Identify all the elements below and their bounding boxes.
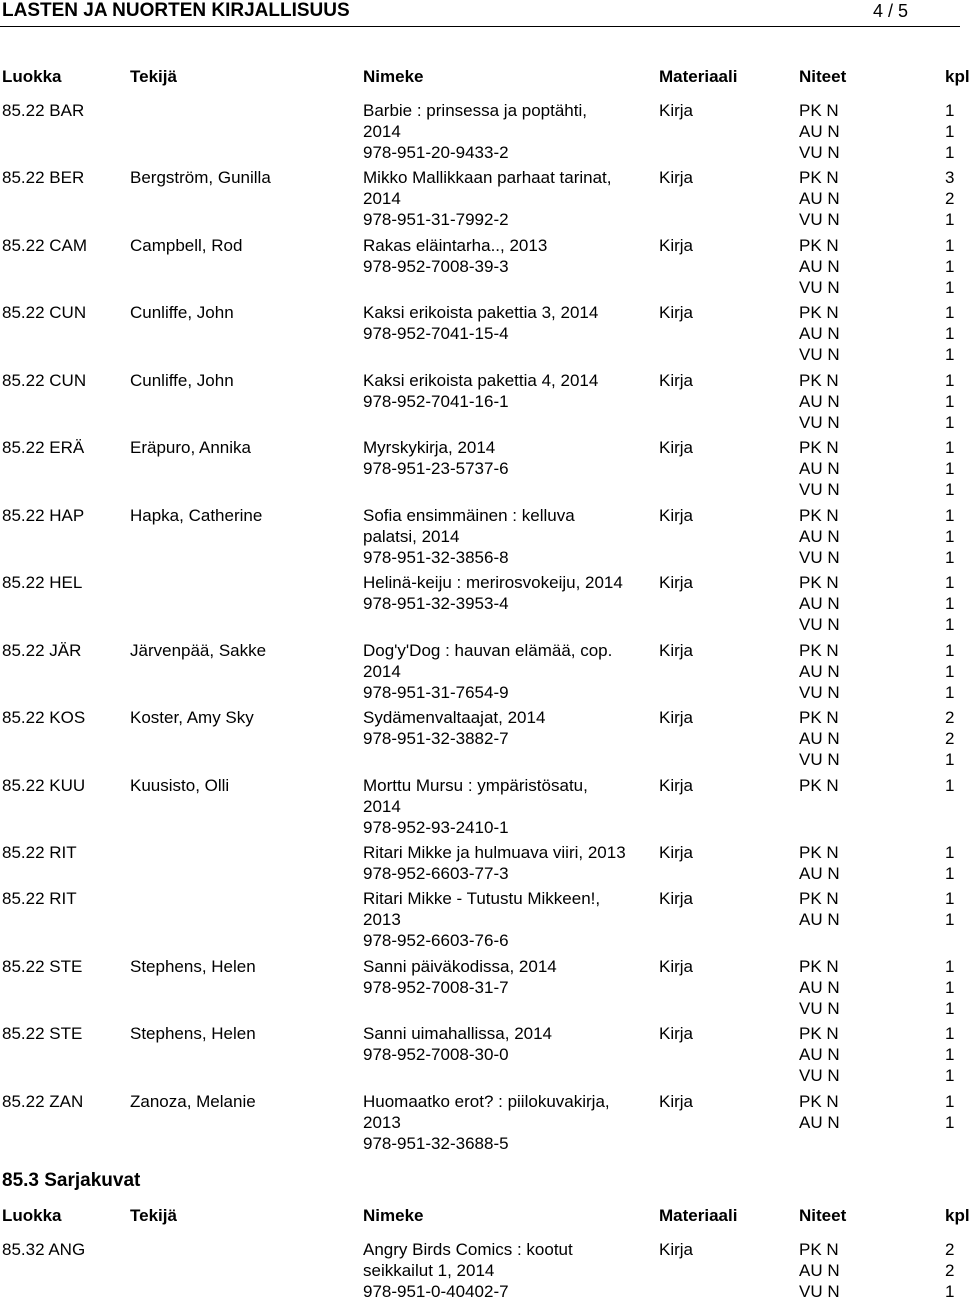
title-text: 978-951-31-7992-2	[363, 210, 509, 229]
catalog-record	[0, 1239, 960, 1302]
copy-count: 1	[945, 1066, 955, 1085]
copy-count: 1	[945, 910, 955, 929]
class-code: 85.22 CAM	[2, 236, 88, 255]
record-line	[0, 526, 960, 547]
copy-count: 1	[945, 999, 955, 1018]
column-header-kpl: kpl	[945, 67, 970, 86]
copy-count: 1	[945, 864, 955, 883]
title-text: Sofia ensimmäinen : kelluva	[363, 506, 575, 525]
copy-count: 1	[945, 324, 955, 343]
title-text: 978-952-6603-76-6	[363, 931, 509, 950]
copy-location: VU N	[799, 278, 840, 297]
copy-location: VU N	[799, 750, 840, 769]
title-text: 978-951-32-3688-5	[363, 1134, 509, 1153]
title-text: Kaksi erikoista pakettia 3, 2014	[363, 303, 599, 322]
record-line	[0, 100, 960, 121]
column-header-luokka: Luokka	[2, 67, 62, 86]
title-text: 978-951-32-3856-8	[363, 548, 509, 567]
title-text: 2014	[363, 662, 401, 681]
record-line	[0, 121, 960, 142]
material-type: Kirja	[659, 168, 694, 187]
copy-location: PK N	[799, 776, 839, 795]
copy-location: PK N	[799, 957, 839, 976]
copy-count: 1	[945, 750, 955, 769]
copy-location: VU N	[799, 683, 840, 702]
author: Campbell, Rod	[130, 236, 243, 255]
author: Cunliffe, John	[130, 371, 234, 390]
copy-count: 1	[945, 548, 955, 567]
record-line	[0, 817, 960, 838]
copy-count: 1	[945, 889, 955, 908]
record-line	[0, 842, 960, 863]
title-text: 978-951-31-7654-9	[363, 683, 509, 702]
document-title: LASTEN JA NUORTEN KIRJALLISUUS	[2, 0, 350, 21]
copy-count: 1	[945, 413, 955, 432]
title-text: Ritari Mikke - Tutustu Mikkeen!,	[363, 889, 601, 908]
copy-location: PK N	[799, 573, 839, 592]
record-line	[0, 1065, 960, 1086]
title-text: 978-951-23-5737-6	[363, 459, 509, 478]
title-text: 2013	[363, 910, 401, 929]
copy-location: PK N	[799, 438, 839, 457]
title-text: 978-952-7008-39-3	[363, 257, 509, 276]
copy-count: 1	[945, 1113, 955, 1132]
title-text: Sanni uimahallissa, 2014	[363, 1024, 553, 1043]
material-type: Kirja	[659, 1240, 694, 1259]
copy-location: VU N	[799, 143, 840, 162]
column-headers	[0, 66, 970, 88]
copy-location: PK N	[799, 168, 839, 187]
record-line	[0, 323, 960, 344]
record-line	[0, 775, 960, 796]
record-line	[0, 1133, 960, 1154]
record-line	[0, 998, 960, 1019]
title-text: palatsi, 2014	[363, 527, 460, 546]
title-text: Sydämenvaltaajat, 2014	[363, 708, 546, 727]
class-code: 85.22 ZAN	[2, 1092, 84, 1111]
material-type: Kirja	[659, 303, 694, 322]
catalog-record	[0, 370, 960, 433]
record-line	[0, 1091, 960, 1112]
copy-location: AU N	[799, 662, 840, 681]
author: Stephens, Helen	[130, 957, 256, 976]
copy-count: 1	[945, 303, 955, 322]
title-text: Morttu Mursu : ympäristösatu,	[363, 776, 588, 795]
record-line	[0, 235, 960, 256]
catalog-record	[0, 888, 960, 951]
copy-count: 1	[945, 459, 955, 478]
class-code: 85.22 ERÄ	[2, 438, 85, 457]
copy-location: VU N	[799, 1282, 840, 1301]
copy-location: AU N	[799, 189, 840, 208]
copy-count: 1	[945, 615, 955, 634]
copy-count: 2	[945, 1261, 955, 1280]
title-text: Angry Birds Comics : kootut	[363, 1240, 573, 1259]
author: Koster, Amy Sky	[130, 708, 254, 727]
copy-count: 1	[945, 1024, 955, 1043]
author: Stephens, Helen	[130, 1024, 256, 1043]
material-type: Kirja	[659, 371, 694, 390]
column-header-nimeke: Nimeke	[363, 67, 424, 86]
column-header-tekija: Tekijä	[130, 1206, 177, 1225]
material-type: Kirja	[659, 843, 694, 862]
catalog-record	[0, 100, 960, 163]
copy-location: PK N	[799, 708, 839, 727]
copy-location: PK N	[799, 101, 839, 120]
copy-location: VU N	[799, 480, 840, 499]
class-code: 85.22 KUU	[2, 776, 86, 795]
material-type: Kirja	[659, 506, 694, 525]
title-text: Mikko Mallikkaan parhaat tarinat,	[363, 168, 612, 187]
title-text: 978-952-7041-15-4	[363, 324, 509, 343]
copy-count: 2	[945, 1240, 955, 1259]
record-line	[0, 167, 960, 188]
record-line	[0, 458, 960, 479]
record-line	[0, 956, 960, 977]
class-code: 85.22 RIT	[2, 843, 77, 862]
copy-count: 1	[945, 506, 955, 525]
record-line	[0, 1281, 960, 1302]
copy-count: 1	[945, 594, 955, 613]
record-line	[0, 1239, 960, 1260]
record-line	[0, 1260, 960, 1281]
catalog-record	[0, 437, 960, 500]
column-header-luokka: Luokka	[2, 1206, 62, 1225]
class-code: 85.22 CUN	[2, 303, 87, 322]
copy-location: PK N	[799, 303, 839, 322]
column-header-materiaali: Materiaali	[659, 1206, 738, 1225]
catalog-record	[0, 707, 960, 770]
title-text: Myrskykirja, 2014	[363, 438, 496, 457]
copy-location: VU N	[799, 615, 840, 634]
class-code: 85.32 ANG	[2, 1240, 86, 1259]
copy-location: VU N	[799, 413, 840, 432]
column-header-tekija: Tekijä	[130, 67, 177, 86]
title-text: 978-952-6603-77-3	[363, 864, 509, 883]
column-header-niteet: Niteet	[799, 1206, 847, 1225]
copy-count: 1	[945, 1045, 955, 1064]
copy-count: 1	[945, 371, 955, 390]
material-type: Kirja	[659, 708, 694, 727]
record-line	[0, 930, 960, 951]
class-code: 85.22 KOS	[2, 708, 86, 727]
title-text: 2014	[363, 189, 401, 208]
title-text: Ritari Mikke ja hulmuava viiri, 2013	[363, 843, 626, 862]
material-type: Kirja	[659, 101, 694, 120]
copy-count: 1	[945, 843, 955, 862]
material-type: Kirja	[659, 438, 694, 457]
material-type: Kirja	[659, 641, 694, 660]
copy-location: PK N	[799, 843, 839, 862]
record-line	[0, 547, 960, 568]
catalog-record	[0, 1091, 960, 1154]
copy-location: AU N	[799, 864, 840, 883]
copy-location: VU N	[799, 999, 840, 1018]
title-text: 2013	[363, 1113, 401, 1132]
title-text: 2014	[363, 122, 401, 141]
title-text: 978-951-32-3882-7	[363, 729, 509, 748]
copy-count: 3	[945, 168, 955, 187]
column-header-niteet: Niteet	[799, 67, 847, 86]
record-line	[0, 209, 960, 230]
record-line	[0, 277, 960, 298]
title-text: Huomaatko erot? : piilokuvakirja,	[363, 1092, 610, 1111]
copy-location: AU N	[799, 1113, 840, 1132]
copy-location: PK N	[799, 506, 839, 525]
copy-count: 1	[945, 1092, 955, 1111]
record-line	[0, 661, 960, 682]
catalog-record	[0, 775, 960, 838]
record-line	[0, 505, 960, 526]
record-line	[0, 188, 960, 209]
record-line	[0, 749, 960, 770]
author: Kuusisto, Olli	[130, 776, 230, 795]
copy-count: 1	[945, 257, 955, 276]
material-type: Kirja	[659, 236, 694, 255]
title-text: 978-951-32-3953-4	[363, 594, 509, 613]
catalog-record	[0, 167, 960, 230]
copy-count: 1	[945, 641, 955, 660]
title-text: 978-952-7041-16-1	[363, 392, 509, 411]
record-line	[0, 479, 960, 500]
copy-count: 2	[945, 729, 955, 748]
page-number: 4 / 5	[873, 1, 909, 21]
record-line	[0, 888, 960, 909]
title-text: seikkailut 1, 2014	[363, 1261, 495, 1280]
record-line	[0, 1112, 960, 1133]
copy-location: VU N	[799, 548, 840, 567]
copy-location: AU N	[799, 729, 840, 748]
copy-count: 1	[945, 978, 955, 997]
column-headers	[0, 1205, 970, 1227]
class-code: 85.22 RIT	[2, 889, 77, 908]
title-text: 978-952-7008-31-7	[363, 978, 509, 997]
record-line	[0, 614, 960, 635]
copy-count: 1	[945, 683, 955, 702]
material-type: Kirja	[659, 889, 694, 908]
copy-count: 2	[945, 708, 955, 727]
page-header	[0, 0, 960, 24]
title-text: 978-951-20-9433-2	[363, 143, 509, 162]
copy-location: AU N	[799, 978, 840, 997]
copy-location: AU N	[799, 122, 840, 141]
column-header-nimeke: Nimeke	[363, 1206, 424, 1225]
class-code: 85.22 JÄR	[2, 641, 82, 660]
copy-location: AU N	[799, 910, 840, 929]
title-text: 978-952-93-2410-1	[363, 818, 509, 837]
copy-count: 2	[945, 189, 955, 208]
copy-count: 1	[945, 957, 955, 976]
copy-count: 1	[945, 143, 955, 162]
title-text: 978-952-7008-30-0	[363, 1045, 509, 1064]
copy-location: AU N	[799, 527, 840, 546]
author: Järvenpää, Sakke	[130, 641, 267, 660]
catalog-record	[0, 572, 960, 635]
header-rule	[0, 26, 960, 27]
copy-location: AU N	[799, 257, 840, 276]
copy-count: 1	[945, 101, 955, 120]
record-line	[0, 640, 960, 661]
title-text: Kaksi erikoista pakettia 4, 2014	[363, 371, 599, 390]
record-line	[0, 370, 960, 391]
copy-count: 1	[945, 776, 955, 795]
material-type: Kirja	[659, 1024, 694, 1043]
material-type: Kirja	[659, 776, 694, 795]
copy-location: PK N	[799, 1024, 839, 1043]
title-text: Sanni päiväkodissa, 2014	[363, 957, 557, 976]
title-text: Barbie : prinsessa ja poptähti,	[363, 101, 587, 120]
class-code: 85.22 STE	[2, 1024, 83, 1043]
copy-count: 1	[945, 438, 955, 457]
catalog-record	[0, 505, 960, 568]
material-type: Kirja	[659, 957, 694, 976]
copy-count: 1	[945, 1282, 955, 1301]
copy-location: VU N	[799, 345, 840, 364]
class-code: 85.22 BAR	[2, 101, 85, 120]
copy-location: AU N	[799, 1045, 840, 1064]
record-line	[0, 728, 960, 749]
author: Cunliffe, John	[130, 303, 234, 322]
author: Bergström, Gunilla	[130, 168, 271, 187]
copy-location: AU N	[799, 1261, 840, 1280]
copy-count: 1	[945, 345, 955, 364]
record-line	[0, 977, 960, 998]
record-line	[0, 302, 960, 323]
record-line	[0, 391, 960, 412]
copy-count: 1	[945, 662, 955, 681]
title-text: Rakas eläintarha.., 2013	[363, 236, 548, 255]
copy-location: AU N	[799, 594, 840, 613]
copy-location: VU N	[799, 210, 840, 229]
record-line	[0, 909, 960, 930]
column-header-kpl: kpl	[945, 1206, 970, 1225]
catalog-record	[0, 956, 960, 1019]
title-text: Helinä-keiju : merirosvokeiju, 2014	[363, 573, 623, 592]
record-line	[0, 1044, 960, 1065]
copy-location: AU N	[799, 459, 840, 478]
record-line	[0, 142, 960, 163]
class-code: 85.22 BER	[2, 168, 85, 187]
record-line	[0, 437, 960, 458]
copy-count: 1	[945, 573, 955, 592]
section-title: 85.3 Sarjakuvat	[2, 1170, 141, 1191]
column-header-materiaali: Materiaali	[659, 67, 738, 86]
record-line	[0, 682, 960, 703]
copy-count: 1	[945, 278, 955, 297]
copy-location: PK N	[799, 236, 839, 255]
catalog-record	[0, 640, 960, 703]
copy-location: PK N	[799, 1092, 839, 1111]
copy-location: PK N	[799, 641, 839, 660]
copy-location: AU N	[799, 392, 840, 411]
copy-count: 1	[945, 236, 955, 255]
copy-count: 1	[945, 392, 955, 411]
catalog-record	[0, 235, 960, 298]
copy-location: AU N	[799, 324, 840, 343]
author: Hapka, Catherine	[130, 506, 263, 525]
material-type: Kirja	[659, 573, 694, 592]
class-code: 85.22 CUN	[2, 371, 87, 390]
copy-count: 1	[945, 122, 955, 141]
copy-count: 1	[945, 480, 955, 499]
catalog-record	[0, 302, 960, 365]
record-line	[0, 412, 960, 433]
title-text: 2014	[363, 797, 401, 816]
record-line	[0, 572, 960, 593]
copy-location: PK N	[799, 1240, 839, 1259]
catalog-record	[0, 1023, 960, 1086]
record-line	[0, 593, 960, 614]
record-line	[0, 1023, 960, 1044]
title-text: Dog'y'Dog : hauvan elämää, cop.	[363, 641, 613, 660]
class-code: 85.22 STE	[2, 957, 83, 976]
record-line	[0, 796, 960, 817]
record-line	[0, 344, 960, 365]
material-type: Kirja	[659, 1092, 694, 1111]
author: Eräpuro, Annika	[130, 438, 251, 457]
copy-location: PK N	[799, 371, 839, 390]
record-line	[0, 707, 960, 728]
copy-count: 1	[945, 210, 955, 229]
record-line	[0, 256, 960, 277]
record-line	[0, 863, 960, 884]
class-code: 85.22 HAP	[2, 506, 85, 525]
author: Zanoza, Melanie	[130, 1092, 256, 1111]
title-text: 978-951-0-40402-7	[363, 1282, 509, 1301]
copy-location: VU N	[799, 1066, 840, 1085]
copy-location: PK N	[799, 889, 839, 908]
class-code: 85.22 HEL	[2, 573, 83, 592]
copy-count: 1	[945, 527, 955, 546]
catalog-record	[0, 842, 960, 884]
